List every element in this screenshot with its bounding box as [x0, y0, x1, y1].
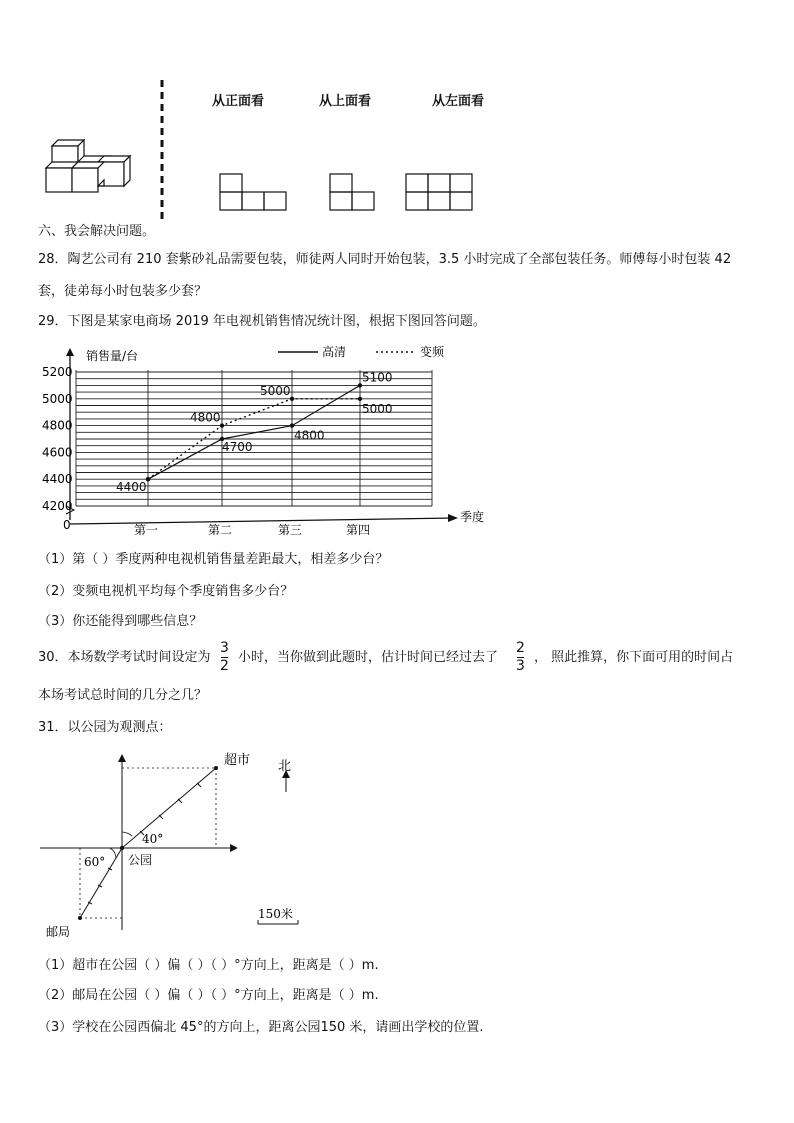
q30-part3: ， 照此推算，你下面可用的时间占 — [534, 650, 734, 665]
post-office-point — [78, 916, 82, 920]
q31-sub1: （1）超市在公园（ ）偏（ ）（ ）°方向上，距离是（ ）m. — [38, 958, 379, 973]
y-tick-label: 4600 — [42, 445, 73, 460]
section-title: 六、我会解决问题。 — [38, 224, 156, 239]
x-axis-title: 季度 — [460, 510, 485, 524]
data-label: 4700 — [222, 440, 253, 454]
legend-label-hd: 高清 — [322, 345, 347, 359]
x-tick-label: 第一 — [134, 523, 159, 537]
supermarket-ticks — [140, 783, 201, 835]
data-point — [290, 423, 294, 427]
q29-sub1: （1）第（ ）季度两种电视机销售量差距最大，相差多少台？ — [38, 552, 389, 567]
map-label-north: 北 — [278, 759, 292, 774]
x-tick-label: 第三 — [278, 523, 303, 537]
data-point — [358, 397, 362, 401]
map-label-angle-40: 40° — [142, 832, 164, 846]
q29-text: 29．下图是某家电商场 2019 年电视机销售情况统计图，根据下图回答问题。 — [38, 314, 486, 329]
left-view-grid — [406, 174, 472, 210]
supermarket-point — [214, 766, 218, 770]
q28-line2: 套，徒弟每小时包装多少套？ — [38, 284, 208, 299]
y-origin-label: 0 — [63, 518, 71, 532]
q30-frac1-num: 3 — [220, 640, 229, 656]
y-axis-arrow — [66, 348, 74, 356]
data-label: 4800 — [294, 428, 325, 443]
q31-sub2: （2）邮局在公园（ ）偏（ ）（ ）°方向上，距离是（ ）m. — [38, 988, 379, 1003]
q30-line2: 本场考试总时间的几分之几？ — [38, 688, 208, 703]
top-view-grid — [330, 174, 374, 210]
park-point — [120, 846, 124, 850]
front-view-grid — [220, 174, 286, 210]
map-label-post-office: 邮局 — [46, 925, 71, 939]
cube-stack — [46, 140, 130, 192]
direction-map — [30, 744, 330, 944]
q31-sub3: （3）学校在公园西偏北 45°的方向上，距离公园150 米，请画出学校的位置. — [38, 1020, 484, 1035]
sales-line-chart — [30, 338, 510, 544]
q30-part1: 30．本场数学考试时间设定为 — [38, 650, 211, 665]
legend-label-vf: 变频 — [420, 345, 445, 359]
data-label: 5100 — [362, 370, 393, 385]
y-tick-label: 5000 — [42, 391, 73, 406]
top-view-label: 从上面看 — [319, 94, 372, 109]
left-view-label: 从左面看 — [432, 94, 485, 109]
map-label-supermarket: 超市 — [224, 753, 251, 768]
y-tick-label: 5200 — [42, 365, 73, 379]
y-tick-label: 4200 — [42, 499, 73, 513]
x-tick-label: 第二 — [208, 523, 233, 537]
map-label-angle-60: 60° — [84, 855, 106, 869]
q30-fraction-2 — [516, 640, 525, 675]
q30-frac2-num: 2 — [516, 640, 525, 656]
q30-frac2-den: 3 — [516, 658, 525, 674]
x-axis — [70, 518, 454, 524]
front-view-label: 从正面看 — [212, 94, 265, 109]
q28-line1: 28．陶艺公司有 210 套紫砂礼品需要包装，师徒两人同时开始包装，3.5 小时完成了全部包装任务。师傅每小时包装 42 — [38, 252, 732, 267]
q30-frac1-den: 2 — [220, 658, 229, 674]
x-tick-label: 第四 — [346, 523, 371, 537]
q29-sub3: （3）你还能得到哪些信息？ — [38, 614, 203, 629]
y-tick-label: 4800 — [42, 418, 73, 433]
data-label: 5000 — [260, 383, 291, 398]
q30-part2: 小时，当你做到此题时，估计时间已经过去了 — [238, 650, 499, 665]
three-views-figure — [0, 70, 794, 230]
x-axis-arrow — [448, 514, 458, 522]
q30-fraction-1 — [220, 640, 229, 675]
q31-title: 31．以公园为观测点： — [38, 720, 172, 735]
data-label: 5000 — [362, 401, 393, 416]
map-label-scale: 150米 — [258, 907, 293, 921]
y-axis-title: 销售量/台 — [86, 349, 139, 363]
q29-sub2: （2）变频电视机平均每个季度销售多少台？ — [38, 584, 294, 599]
data-label: 4400 — [116, 480, 147, 495]
supermarket-line — [122, 768, 216, 848]
map-label-park: 公园 — [128, 853, 153, 867]
y-tick-label: 4400 — [42, 472, 73, 487]
data-label: 4800 — [190, 410, 221, 425]
